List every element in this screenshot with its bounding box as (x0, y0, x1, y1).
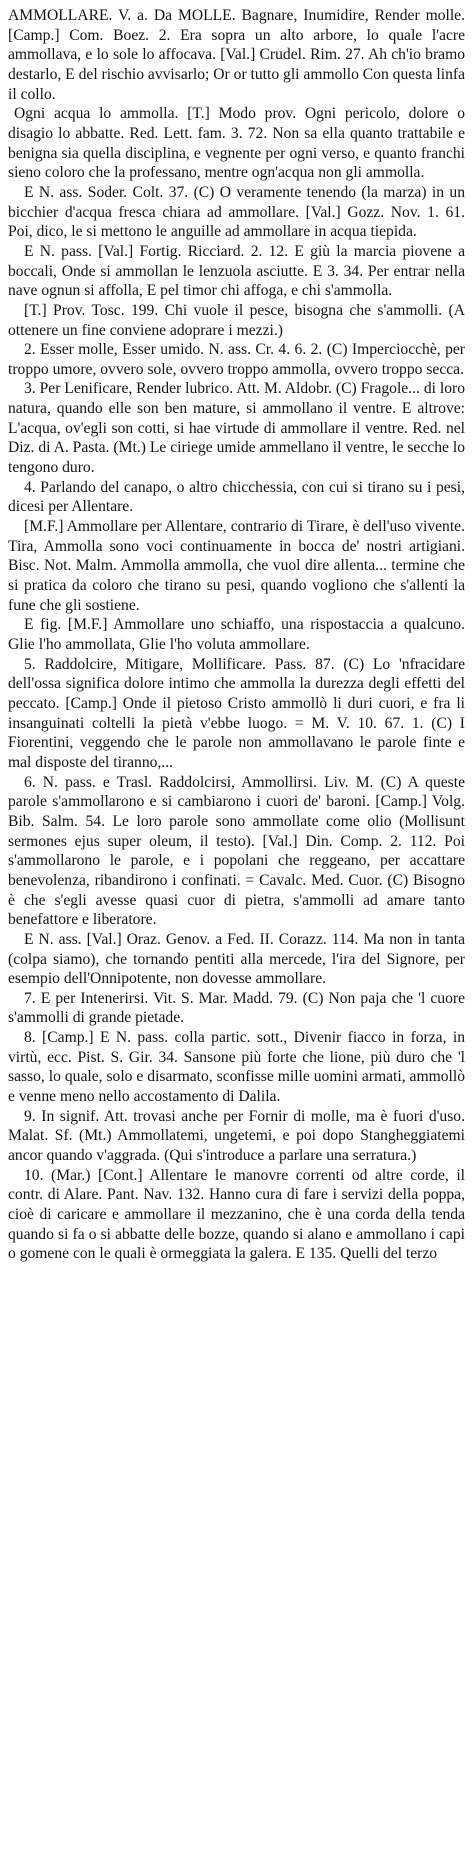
entry-sense-4: 4. Parlando del canapo, o altro chicchessia, con cui si tirano su i pesi, dicesi per Allentare. (8, 478, 465, 516)
entry-paragraph-fig: E fig. [M.F.] Ammollare uno schiaffo, una rispostaccia a qualcuno. Glie l'ho ammollata, Glie l'ho voluta ammollare. (8, 616, 465, 653)
entry-paragraph-prov-tosc: [T.] Prov. Tosc. 199. Chi vuole il pesce, bisogna che s'ammolli. (A ottenere un fine conviene adoprare i mezzi.) (8, 301, 465, 339)
entry-paragraph-mf-allentare: [M.F.] Ammollare per Allentare, contrario di Tirare, è dell'uso vivente. Tira, Ammolla sono voci continuamente in bocca de' nostri artigiani. Bisc. Not. Malm. Ammolla ammolla, che vuol dire allenta... termine che si pratica da coloro che tirano su pesi, quando vogliono che s'allenti la fune che gli sostiene. (8, 518, 465, 614)
entry-sense-8: 8. [Camp.] E N. pass. colla partic. sott., Divenir fiacco in forza, in virtù, ecc. Pist. S. Gir. 34. Sansone più forte che lione, più duro che 'l sasso, lo quale, solo e disarmato, sconfisse mille uomini armati, ammollò e venne meno nello accostamento di Dalila. (8, 1029, 465, 1106)
entry-sense-2: 2. Esser molle, Esser umido. N. ass. Cr. 4. 6. 2. (C) Imperciocchè, per troppo umore, ovvero sole, ovvero troppo ammolla, ovvero troppo secca. (8, 341, 465, 378)
entry-sense-7: 7. E per Intenerirsi. Vit. S. Mar. Madd. 79. (C) Non pajа che 'l cuore s'ammolli di grande pietade. (8, 989, 465, 1027)
entry-paragraph-n-ass: E N. ass. Soder. Colt. 37. (C) O veramente tenendo (la marza) in un bicchier d'acqua fresca chiara ad ammollare. [Val.] Gozz. Nov. 1. 61. Poi, dico, le si mettono le anguille ad ammollare in acqua tiepida. (8, 183, 465, 241)
entry-sense-5: 5. Raddolcire, Mitigare, Mollificare. Pass. 87. (C) Lo 'nfracidare dell'ossa significa dolore intimo che ammolla la durezza degli effetti del peccato. [Camp.] Onde il pietoso Cristo ammollò li duri cuori, e fra li insanguinati coltelli la pietà v'ebbe luogo. = M. V. 10. 67. 1. (C) I Fiorentini, veggendo che le parole non ammollavano le parole finte e mal disposte del tiranno,... (8, 655, 465, 771)
entry-headword-paragraph: AMMOLLARE. V. a. Da MOLLE. Bagnare, Inumidire, Render molle. [Camp.] Com. Boez. 2. Era sopra un alto arbore, lo quale l'acre ammollava, e lo sole lo affocava. [Val.] Crudel. Rim. 27. Ah ch'io bramo destarlo, E del rischio avvisarlo; Or or tutto gli ammollo Con questa linfa il collo. (8, 7, 465, 103)
entry-paragraph-ogni-acqua: Ogni acqua lo ammolla. [T.] Modo prov. Ogni pericolo, dolore o disagio lo abbatte. Red. Lett. fam. 3. 72. Non sa ella quanto trattabile e benigna sia quella disciplina, e vegnente per ogni verso, e quanto franchi sieno coloro che la professano, mentre ogn'acqua non gli ammolla. (8, 105, 465, 182)
entry-sense-3: 3. Per Lenificare, Render lubrico. Att. M. Aldobr. (C) Fragole... di loro natura, quando elle son ben mature, si ammollano il ventre. E altrove: L'acqua, ov'egli son cotti, si hae virtude di ammollare il ventre. Red. nel Diz. di A. Pasta. (Mt.) Le ciriege umide ammellano il ventre, le secche lo tengono duro. (8, 380, 465, 477)
entry-paragraph-n-pass: E N. pass. [Val.] Fortig. Ricciard. 2. 12. E giù la marcia piovene a boccali, Onde si ammollan le lenzuola asciutte. E 3. 34. Per entrar nella nave ognun si affolla, E pel timor chi affoga, e chi s'ammolla. (8, 242, 465, 300)
entry-sense-6: 6. N. pass. e Trasl. Raddolcirsi, Ammollirsi. Liv. M. (C) A queste parole s'ammollarono e si cambiarono i cuori de' baroni. [Camp.] Volg. Bib. Salm. 54. Le loro parole sono ammollate come olio (Mollisunt sermones ejus super oleum, il testo). [Val.] Din. Comp. 2. 112. Poi s'ammollarono le parole, e i popolani che reggeano, per accattare benevolenza, ribandirono i confinati. = Cavalc. Med. Cuor. (C) Bisogno è che s'egli avesse quasi cuor di pietra, s'ammolli ad amare tanto benefattore e liberatore. (8, 773, 465, 929)
entry-paragraph-n-ass-oraz: E N. ass. [Val.] Oraz. Genov. a Fed. II. Corazz. 114. Ma non in tanta (colpa siamo), che tornando pentiti alla mercede, l'ira del Signore, per esempio dell'Onnipotente, non dovesse ammollare. (8, 930, 465, 988)
entry-sense-10: 10. (Mar.) [Cont.] Allentare le manovre correnti od altre corde, il contr. di Alare. Pant. Nav. 132. Hanno cura di fare i servizi della poppa, cioè di caricare e ammollare il mezzanino, che è una corda della tenda quando si fa o si abbatte delle bozze, quando si alano e ammollano i capi o gomene con le quali è ormeggiata la galera. E 135. Quelli del terzo (8, 1166, 465, 1263)
entry-sense-9: 9. In signif. Att. trovasi anche per Fornir di molle, ma è fuori d'uso. Malat. Sf. (Mt.) Ammollatemi, ungetemi, e poi dopo Stangheggiatemi ancor quando v'aggrada. (Qui s'introduce a parlare una serratura.) (8, 1107, 465, 1165)
